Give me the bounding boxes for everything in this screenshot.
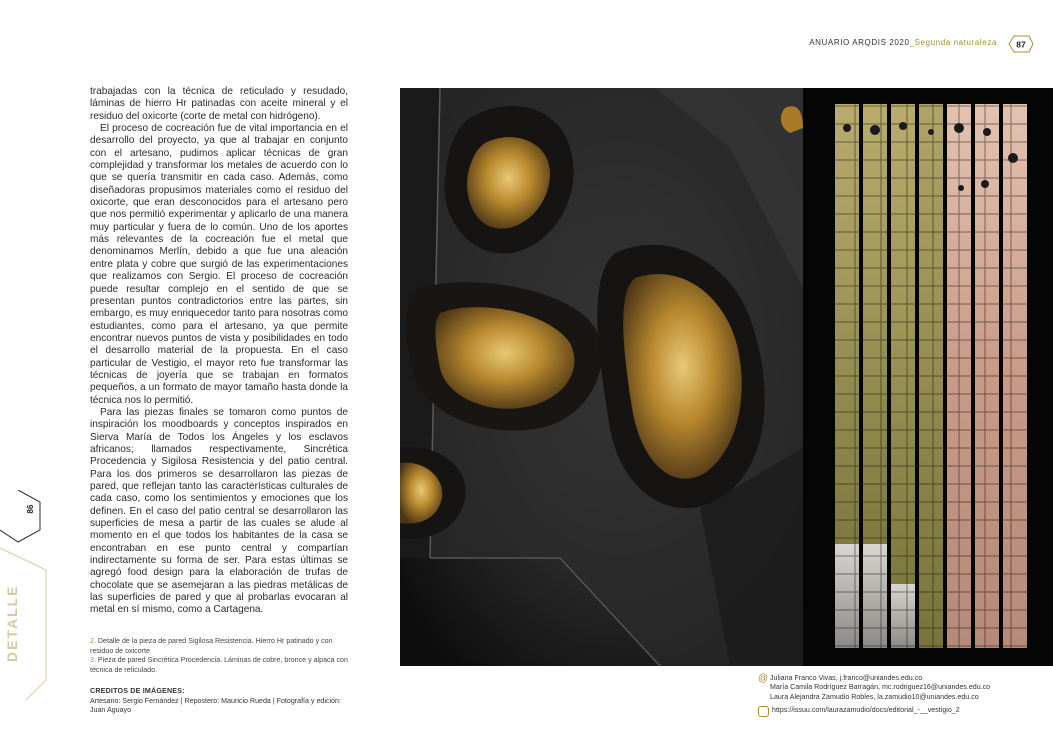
image-credits (90, 687, 352, 716)
image-captions (90, 637, 352, 675)
credits-text: Artesano: Sergio Fernández | Repostero: Mauricio Rueda | Fotografía y edición: Juan Aguayo (90, 696, 341, 714)
journal-title: ANUARIO ARQDIS 2020 (809, 38, 910, 47)
right-page (400, 0, 1053, 750)
section-label-text: DETALLE (4, 584, 20, 662)
page-number-right: 87 (1016, 39, 1026, 50)
caption-3 (90, 656, 352, 675)
author-contact: María Camila Rodríguez Barragán, mc.rodriguez16@uniandes.edu.co (770, 683, 991, 692)
page-number-left: 86 (25, 504, 35, 514)
caption-number: 2. (90, 637, 96, 645)
journal-subtitle: _Segunda naturaleza (909, 38, 997, 47)
photo-iron-gold-detail (400, 88, 803, 666)
credits-title: CREDITOS DE IMÁGENES: (90, 687, 185, 695)
caption-2 (90, 637, 352, 656)
link-icon (758, 706, 769, 717)
author-contact: Juliana Franco Vivas, j.franco@uniandes.edu.co (770, 674, 923, 682)
caption-number: 3. (90, 656, 96, 664)
paragraph-1: trabajadas con la técnica de reticulado y resudado, láminas de hierro Hr patinadas con aceite mineral y el residuo del oxicorte (corte de metal con hidrógeno). (90, 86, 348, 122)
page-number-badge (1004, 34, 1034, 54)
paragraph-3: Para las piezas finales se tomaron como puntos de inspiración los moodboards y conceptos inspirados en Sierva María de Todos los Ángeles y los esclavos africanos; llamados respectivamente, Sincrética Procedencia y Sigilosa Resistencia y del patio central. Para los dos primeros se desarrollaron las piezas de pared, que reflejan tanto las características culturales de cada caso, como los sentimientos y emociones que los definen. En el caso del patio central se desarrollaron las superficies de mesa a partir de las cuales se alude al momento en el que todos los habitantes de la casa se encontraban en ese punto central y compartían indirectamente su forma de ser. Para estas últimas se agregó food design para la elaboración de trufas de chocolate que se asemejaran a las piedras metálicas de las superficies de pared y que al probarlas evocaran al metal en sí mismo, como a Cartagena. (90, 406, 348, 616)
email-at-icon: @ (758, 673, 769, 684)
running-header (809, 38, 997, 47)
author-contacts (770, 674, 990, 702)
issuu-link[interactable]: https://issuu.com/laurazamudio/docs/editorial_-__vestigio_2 (772, 706, 960, 714)
left-page (0, 0, 400, 750)
caption-text: Detalle de la pieza de pared Sigilosa Resistencia. Hierro Hr patinado y con residuo de oxicorte (90, 637, 333, 655)
author-contact: Laura Alejandra Zamudio Robles, la.zamudio10@uniandes.edu.co (770, 692, 979, 701)
section-label (4, 526, 26, 662)
article-body (90, 86, 348, 617)
caption-text: Pieza de pared Sincrética Procedencia. Láminas de cobre, bronce y alpaca con técnica de reticulado. (90, 656, 348, 674)
photo-metal-strips (803, 88, 1053, 666)
paragraph-2: El proceso de cocreación fue de vital importancia en el desarrollo del proyecto, ya que al trabajar en conjunto con el artesano, pudimos aplicar técnicas de gran complejidad y transformar los metales de acuerdo con lo que se quería transmitir en cada caso. Además, como diseñadoras propusimos materiales como el residuo del oxicorte, que eran desconocidos para el artesano pero que nos permitió experimentar y aplicarlo de una manera muy particular y fuera de lo común. Uno de los aportes más relevantes de la cocreación fue el metal que denominamos Merlín, debido a que fue una aleación entre plata y cobre que surgió de las experimentaciones que realizamos con Sergio. El proceso de cocreación puede resultar complejo en el sentido de que se presentan puntos contradictorios entre las partes, sin embargo, es muy enriquecedor tanto para nosotras como estudiantes, como para el artesano, ya que permite encontrar nuevos puntos de vista y posibilidades en todo el desarrollo material de la propuesta. En el caso particular de Vestigio, el mayor reto fue transformar las técnicas de joyería que se trabajan en formatos pequeños, a un formato de mayor tamaño hasta donde la técnica nos lo permitió. (90, 123, 348, 406)
